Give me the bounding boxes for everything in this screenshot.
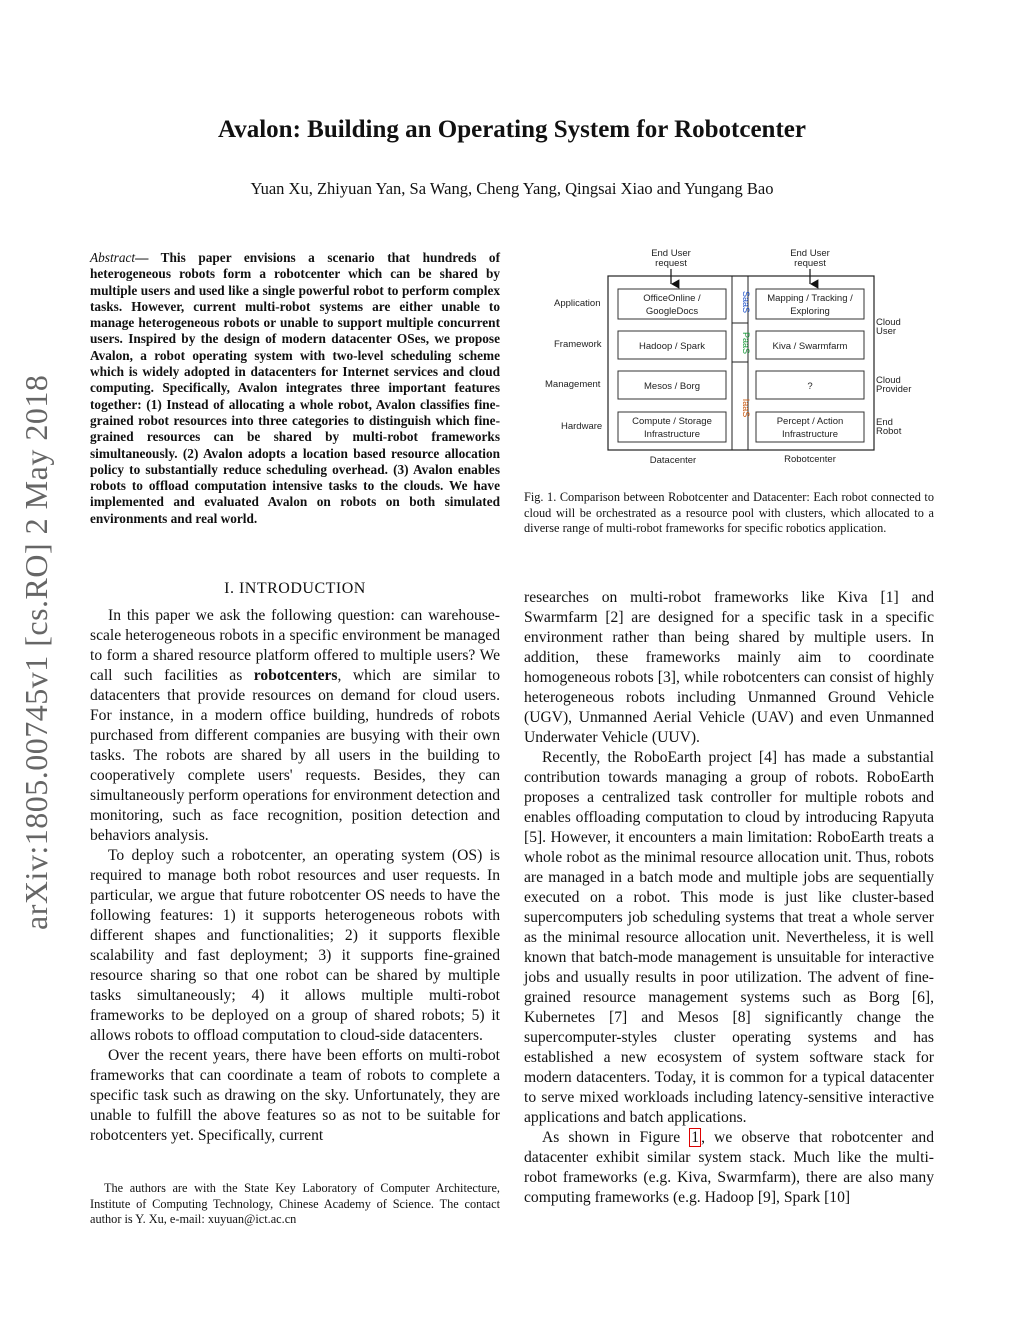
left-column bbox=[90, 606, 500, 1146]
paper-title: Avalon: Building an Operating System for Robotcenter bbox=[218, 116, 806, 143]
abstract bbox=[90, 250, 500, 527]
role-cloud-user-2: User bbox=[876, 326, 897, 337]
dc-cell-hardware-line2: Infrastructure bbox=[644, 429, 700, 440]
iaas-label: IaaS bbox=[741, 398, 751, 418]
figure-reference-link[interactable]: 1 bbox=[691, 1129, 700, 1146]
abstract-text: — This paper envisions a scenario that hundreds of heterogeneous robots form a robotcenter which can be shared by multiple users and used like a single powerful robot to perform complex tasks. However, current multi-robot systems are either unable to manage heterogeneous robots or unable to support multiple concurrent users. Inspired by the design of modern datacenter OSes, we propose Avalon, a robot operating system with two-level scheduling scheme which is widely adopted in datacenters for Internet services and cloud computing. Specifically, Avalon integrates three important features together: (1) Instead of allocating a whole robot, Avalon classifies fine-grained robot resources into three categories to distinguish which fine-grained resources can be shared by multi-robot frameworks simultaneously. (2) Avalon adopts a location based resource allocation policy to substantially reduce scheduling overhead. (3) Avalon enables robots to offload computation intensive tasks to the clouds. We have implemented and evaluated Avalon on robots on both simulated environments and real world. bbox=[90, 250, 500, 526]
rc-cell-hardware-line2: Infrastructure bbox=[782, 429, 838, 440]
rc-cell-hardware-line1: Percept / Action bbox=[776, 416, 844, 427]
dc-cell-framework-text: Hadoop / Spark bbox=[638, 341, 706, 352]
bold-term: robotcenters bbox=[253, 667, 338, 684]
footnote: The authors are with the State Key Laboratory of Computer Architecture, Institute of Computing Technology, Chinese Academy of Science. The contact author is Y. Xu, e-mail: xuyuan@ict.ac.cn bbox=[90, 1181, 500, 1226]
arxiv-stamp: arXiv:1805.00745v1 [cs.RO] 2 May 2018 bbox=[18, 374, 54, 930]
layer-label-hardware: Hardware bbox=[561, 421, 603, 432]
role-cloud-provider-2: Provider bbox=[876, 384, 912, 395]
rc-cell-application-line2: Exploring bbox=[790, 306, 830, 317]
rc-cell-framework-text: Kiva / Swarmfarm bbox=[772, 341, 848, 352]
author-list: Yuan Xu, Zhiyuan Yan, Sa Wang, Cheng Yang, Qingsai Xiao and Yungang Bao bbox=[250, 179, 774, 198]
role-cloud-user-1: Cloud bbox=[876, 317, 901, 328]
paragraph: As shown in Figure 1 , we observe that robotcenter and datacenter exhibit similar system stack. Much like the multi-robot frameworks (e.g. Kiva, Swarmfarm), there are also many computing frameworks (e.g. Hadoop [9], Spark [10] bbox=[524, 1129, 934, 1206]
request-label-robotcenter: End User bbox=[790, 248, 830, 259]
abstract-label: Abstract bbox=[90, 250, 136, 265]
dc-cell-application-line2: GoogleDocs bbox=[645, 306, 699, 317]
rc-cell-application-line1: Mapping / Tracking / bbox=[767, 293, 853, 304]
paragraph: researches on multi-robot frameworks like Kiva [1] and Swarmfarm [2] are designed for a specific task in a specific environment rather than being shared by multiple users. In addition, these frameworks mainly aim to coordinate homogeneous robots [3], while robotcenters can consist of highly heterogeneous robots including Unmanned Ground Vehicle (UGV), Unmanned Aerial Vehicle (UAV) and even Unmanned Underwater Vehicle (UUV). bbox=[524, 589, 934, 746]
paragraph: To deploy such a robotcenter, an operating system (OS) is required to manage both robot resources and user requests. In particular, we argue that future robotcenter OS needs to have the following features: 1) it supports heterogeneous robots with different shapes and functionalities; 2) it supports flexible scalability and fast deployment; 3) it supports fine-grained resource sharing so that one robot can be shared by multiple tasks simultaneously; 4) it allows multiple multi-robot frameworks to be deployed on a group of shared robots; 5) it allows robots to offload computation to cloud-side datacenters. bbox=[90, 847, 500, 1044]
figure-1 bbox=[524, 240, 934, 475]
robotcenter-label: Robotcenter bbox=[784, 454, 836, 465]
layer-label-management: Management bbox=[545, 379, 601, 390]
right-column bbox=[524, 588, 934, 1208]
request-label-datacenter: End User bbox=[651, 248, 691, 259]
figure-diagram bbox=[524, 240, 934, 475]
layer-label-framework: Framework bbox=[554, 339, 602, 350]
paragraph: Over the recent years, there have been efforts on multi-robot frameworks that can coordinate a team of robots to complete a specific task such as drawing on the sky. Unfortunately, they are unable to fulfill the above features so as not to be suitable for robotcenters yet. Specifically, current bbox=[90, 1047, 500, 1144]
paragraph: In this paper we ask the following question: can warehouse-scale heterogeneous robots in a specific environment be managed to form a shared resource platform offered to multiple users? We call such facilities as robotcenters, which are similar to datacenters that provide resources on demand for cloud users. For instance, in a modern office building, hundreds of robots purchased from different companies are busying with their own tasks. The robots are shared by all users in the building to cooperatively complete users' requests. Besides, they can simultaneously perform operations for environment detection and monitoring, such as face recognition, position detection and behaviors analysis. bbox=[90, 607, 500, 844]
dc-cell-management-text: Mesos / Borg bbox=[644, 381, 700, 392]
datacenter-label: Datacenter bbox=[649, 455, 697, 466]
rc-cell-management-text: ? bbox=[807, 381, 813, 392]
role-end-robot-1: End bbox=[876, 417, 893, 428]
dc-cell-application-line1: OfficeOnline / bbox=[643, 293, 701, 304]
saas-label: SaaS bbox=[741, 290, 751, 314]
paas-label: PaaS bbox=[741, 331, 751, 355]
request-label-datacenter-2: request bbox=[655, 258, 687, 269]
role-end-robot-2: Robot bbox=[876, 426, 902, 437]
request-label-robotcenter-2: request bbox=[794, 258, 826, 269]
dc-cell-hardware-line1: Compute / Storage bbox=[632, 416, 712, 427]
layer-label-application: Application bbox=[554, 298, 601, 309]
section-heading: I. INTRODUCTION bbox=[224, 580, 366, 597]
figure-caption: Fig. 1. Comparison between Robotcenter and Datacenter: Each robot connected to cloud will be orchestrated as a resource pool with clusters, which allocated to a diverse range of multi-robot frameworks for specific robotics application. bbox=[524, 490, 934, 535]
role-cloud-provider-1: Cloud bbox=[876, 375, 901, 386]
paragraph: Recently, the RoboEarth project [4] has made a substantial contribution towards managing a group of robots. RoboEarth proposes a centralized task controller for multiple robots and enables offloading computation to cloud by introducing Rapyuta [5]. However, it encounters a main limitation: RoboEarth treats a whole robot as the minimal resource allocation unit. Thus, robots are managed in a batch mode and multiple jobs are sequentially executed on a robot. This mode is just like cluster-based supercomputers job scheduling systems that treat a whole server as the minimal resource allocation unit. Nevertheless, it is well known that batch-mode management is unsuitable for interactive jobs and usually results in poor utilization. The advent of fine-grained resource management systems such as Borg [6], Kubernetes [7] and Mesos [8] significantly change the supercomputer-styles cluster operating systems and has established a new ecosystem of system software stack for modern datacenters. Today, it is common for a typical datacenter to serve mixed workloads including latency-sensitive interactive applications and batch applications. bbox=[524, 749, 934, 1126]
